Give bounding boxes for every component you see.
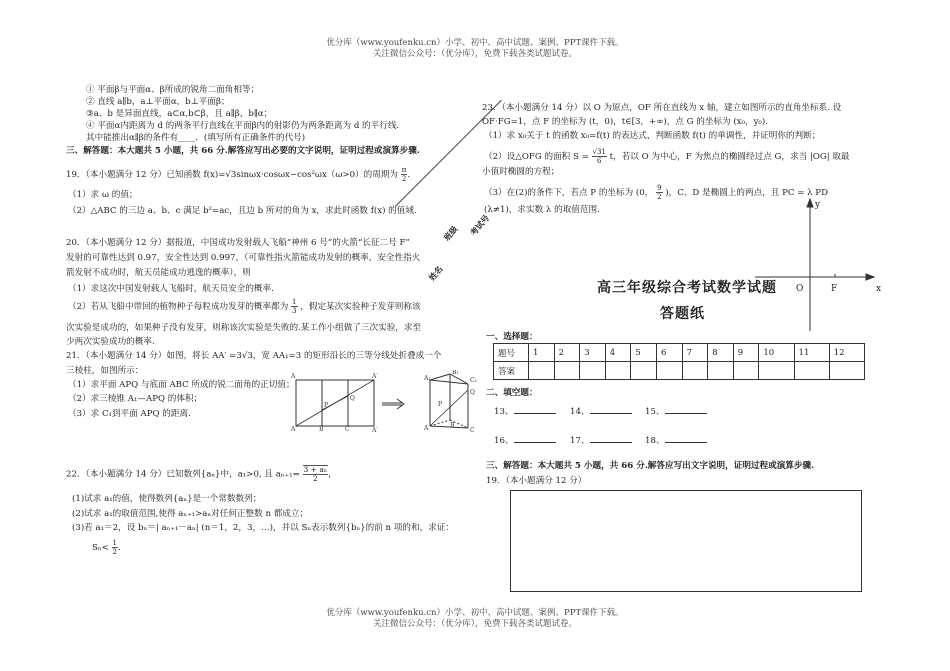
q16-condition-2: ② 直线 a∥b，a⊥平面α，b⊥平面β； — [86, 97, 230, 107]
q23-line-7: (λ≠1)，求实数 λ 的取值范围. — [484, 205, 600, 215]
answer-cell[interactable] — [794, 362, 829, 380]
fig-label: A — [291, 373, 296, 380]
question-number: 7 — [682, 344, 708, 362]
question-number: 2 — [554, 344, 580, 362]
q23-line-5: 小值时椭圆的方程； — [482, 167, 560, 177]
question-number: 10 — [759, 344, 794, 362]
blank-line[interactable] — [590, 404, 632, 414]
q21-line-1: 21．（本小题满分 14 分）如图，将长 AA′ =3√3，宽 AA₁=3 的矩形沿长的三等分线处折叠成一个 — [66, 351, 442, 361]
fig-label: P — [324, 402, 329, 409]
blank-line[interactable] — [665, 404, 707, 414]
header-line-1: 优分库（www.youfenku.cn）小学、初中、高中试题、案例、PPT课件下载。 — [326, 38, 624, 48]
answer-box-q19[interactable] — [510, 490, 862, 592]
q19-part-1: （1）求 ω 的值； — [68, 190, 138, 200]
fig-label: B — [319, 426, 324, 432]
q20-line-1: 20．（本小题满分 12 分）据报道，中国成功发射载人飞船“神州 6 号”的火箭“长征二号 F” — [66, 238, 410, 248]
q21-line-2: 三棱柱，如图所示： — [66, 366, 144, 376]
answer-cell[interactable] — [529, 362, 555, 380]
origin-label: O — [796, 284, 804, 294]
answer-cell[interactable] — [829, 362, 864, 380]
question-number: 8 — [708, 344, 734, 362]
question-number: 5 — [631, 344, 657, 362]
q16-condition-3: ③a、b 是异面直线，a⊂α,b⊂β，且 a∥β，b∥α； — [86, 109, 273, 119]
q23-line-2: OF·FG=1，点 F 的坐标为 (t，0)，t∈[3，+∞)，点 G 的坐标为 (x₀，y₀). — [482, 117, 768, 127]
q21-part-1: （1）求平面 APQ 与底面 ABC 所成的锐二面角的正切值； — [68, 380, 295, 390]
fig-label: A — [291, 426, 296, 432]
header-line-2: 关注微信公众号：（优分库），免费下载各类试题试卷。 — [372, 49, 577, 59]
question-number: 12 — [829, 344, 864, 362]
question-number: 11 — [794, 344, 829, 362]
q20-line-6: 次实验是成功的，如果种子没有发芽，则称该次实验是失败的.某工作小组做了三次实验，求至 — [66, 323, 422, 333]
fig-label: B — [450, 422, 455, 429]
fig-label: P — [438, 401, 443, 408]
table-row-answers — [494, 362, 865, 380]
section-3-heading: 三、解答题：本大题共 5 小题，共 66 分.解答应写出必要的文字说明，证明过程或演算步骤. — [66, 146, 420, 156]
q21-part-2: （2）求三棱锥 A₁—APQ 的体积； — [68, 394, 203, 404]
seal-number-label: 考试号 — [468, 212, 492, 238]
answer-cell[interactable] — [759, 362, 794, 380]
answer-cell[interactable] — [631, 362, 657, 380]
answer-cell[interactable] — [708, 362, 734, 380]
prism-fold-figure — [290, 370, 480, 432]
fig-label: B₁ — [452, 370, 459, 376]
answer-cell[interactable] — [580, 362, 606, 380]
fill-blank-13: 13、 — [494, 404, 556, 418]
q23-part-2: （2）设△OFG 的面积 S = $\frac{√31}{6}$ t，若以 O 为中心，F 为焦点的椭圆经过点 G，求当 |OG| 取最 — [484, 148, 850, 165]
blank-line[interactable] — [590, 433, 632, 443]
q16-condition-1: ① 平面β与平面α、β所成的锐角二面角相等； — [86, 85, 260, 95]
q22-root-fraction: 3 + aₙ 2 — [303, 465, 328, 483]
fig-label: C — [345, 426, 350, 432]
q23-area-fraction: $\frac{√31}{6}$ — [592, 148, 606, 165]
fig-label: A′ — [372, 373, 378, 380]
y-axis-label: y — [815, 200, 821, 210]
q20-part-2: （2）若从飞船中带回的植物种子每粒成功发芽的概率都为 $\frac{1}{3}$ ，假定某次实验种子发芽则称该 — [68, 298, 421, 315]
q22-part-2: (2)试求 a₁的取值范围,使得 aₙ₊₁>aₙ对任何正整数 n 都成立； — [72, 509, 309, 519]
answer-cell[interactable] — [682, 362, 708, 380]
footer-line-2: 关注微信公众号：（优分库），免费下载各类试题试卷。 — [372, 619, 577, 629]
section-1-heading: 一、选择题： — [486, 332, 538, 342]
table-row-numbers — [494, 344, 865, 362]
footer-line-1: 优分库（www.youfenku.cn）小学、初中、高中试题、案例、PPT课件下载。 — [326, 608, 624, 618]
q22-fraction: $\frac{1}{2}$ — [112, 539, 118, 556]
question-number: 4 — [605, 344, 631, 362]
q20-part-1: （1）求这次中国发射载人飞船时，航天员安全的概率. — [68, 284, 274, 294]
fig-label: A′ — [372, 427, 378, 432]
question-number: 6 — [656, 344, 682, 362]
seal-class-label: 班级 — [441, 223, 460, 243]
section-2-heading: 二、填空题： — [486, 388, 538, 398]
q20-line-7: 少两次实验成功的概率. — [66, 337, 155, 347]
answer-sheet-subtitle: 答题纸 — [660, 306, 705, 322]
fill-blank-15: 15、 — [645, 404, 707, 418]
question-number: 9 — [733, 344, 759, 362]
q20-line-3: 箭发射不成功时，航天员能成功逃逸的概率），则 — [66, 268, 251, 278]
coordinate-axes — [735, 195, 885, 335]
blank-line[interactable] — [665, 433, 707, 443]
question-number: 3 — [580, 344, 606, 362]
y-axis-arrow — [807, 199, 813, 207]
fig-label: A₁ — [424, 375, 431, 382]
q23-point-fraction: $\frac{9}{2}$ — [657, 184, 662, 201]
fig-label: Q — [470, 389, 475, 396]
answer-cell[interactable] — [554, 362, 580, 380]
answer-cell[interactable] — [656, 362, 682, 380]
q16-condition-4: ④ 平面α内距离为 d 的两条平行直线在平面β内的射影仍为两条距离为 d 的平行线. — [86, 121, 400, 131]
q19-head: 19．（本小题满分 12 分）已知函数 f(x)=√3sinωx·cosωx−cos²ωx（ω>0）的周期为 $\frac{\pi}{2}$ . — [66, 166, 411, 183]
blank-line[interactable] — [514, 404, 556, 414]
q19-part-2: （2）△ABC 的三边 a、b、c 满足 b²=ac，且边 b 所对的角为 x，求此时函数 f(x) 的值域. — [68, 206, 417, 216]
fig-label: A — [424, 425, 429, 432]
x-axis-label: x — [876, 284, 882, 294]
q20-line-2: 发射的可靠性达到 0.97，安全性达到 0.997，（可靠性指火箭能成功发射的概率，安全性指火 — [66, 253, 421, 263]
fill-blank-17: 17、 — [570, 433, 632, 447]
q22-head: 22．（本小题满分 14 分）已知数列{aₙ}中，a₁>0, 且 aₙ₊₁= 3 + aₙ 2 ， — [66, 465, 337, 483]
answer-q19-label: 19．（本小题满分 12 分） — [486, 476, 587, 486]
q19-fraction: $\frac{\pi}{2}$ — [401, 166, 407, 183]
x-axis-arrow — [866, 274, 874, 280]
q22-part-3: (3)若 a₁＝2，设 bₙ＝| aₙ₊₁－aₙ| (n＝1，2，3，…)，并以 Sₙ表示数列{bₙ}的前 n 项的和，求证： — [72, 523, 454, 533]
q22-part-1: (1)试求 a₁的值，使得数列{aₙ}是一个常数数列； — [72, 494, 262, 504]
blank-line[interactable] — [514, 433, 556, 443]
fig-label: Q — [350, 395, 355, 402]
fill-blank-18: 18、 — [645, 433, 707, 447]
q23-part-1: （1）求 x₀关于 t 的函数 x₀=f(t) 的表达式，判断函数 f(t) 的单调性，并证明你的判断； — [484, 131, 821, 141]
fig-label: C₁ — [470, 377, 477, 384]
question-number: 1 — [529, 344, 555, 362]
answer-cell[interactable] — [733, 362, 759, 380]
q20-fraction: $\frac{1}{3}$ — [292, 298, 297, 315]
row-label: 题号 — [494, 344, 529, 362]
q23-part-3: （3）在(2)的条件下，若点 P 的坐标为 (0， $\frac{9}{2}$ )，C、D 是椭圆上的两点，且 PC = λ PD — [484, 184, 828, 201]
focus-label: F — [831, 284, 838, 294]
fig-label: C — [470, 427, 475, 432]
fill-blank-14: 14、 — [570, 404, 632, 418]
seal-name-label: 姓名 — [426, 263, 445, 283]
choice-answer-table — [493, 343, 865, 380]
row-label: 答案 — [494, 362, 529, 380]
q22-part-3-inequality: Sₙ< $\frac{1}{2}$ . — [92, 539, 121, 556]
q21-part-3: （3）求 C₁到平面 APQ 的距离. — [68, 409, 191, 419]
answer-section-3-heading: 三、解答题：本大题共 5 小题，共 66 分.解答应写出文字说明，证明过程或演算步骤. — [486, 461, 815, 471]
fill-blank-16: 16、 — [494, 433, 556, 447]
answer-cell[interactable] — [605, 362, 631, 380]
q16-question: 其中能推出α∥β的条件有____．(填写所有正确条件的代号) — [86, 133, 306, 143]
answer-sheet-title: 高三年级综合考试数学试题 — [597, 280, 777, 296]
q23-line-1: 23．（本小题满分 14 分）以 O 为原点，OF 所在直线为 x 轴，建立如图所示的直角坐标系. 设 — [482, 103, 842, 113]
